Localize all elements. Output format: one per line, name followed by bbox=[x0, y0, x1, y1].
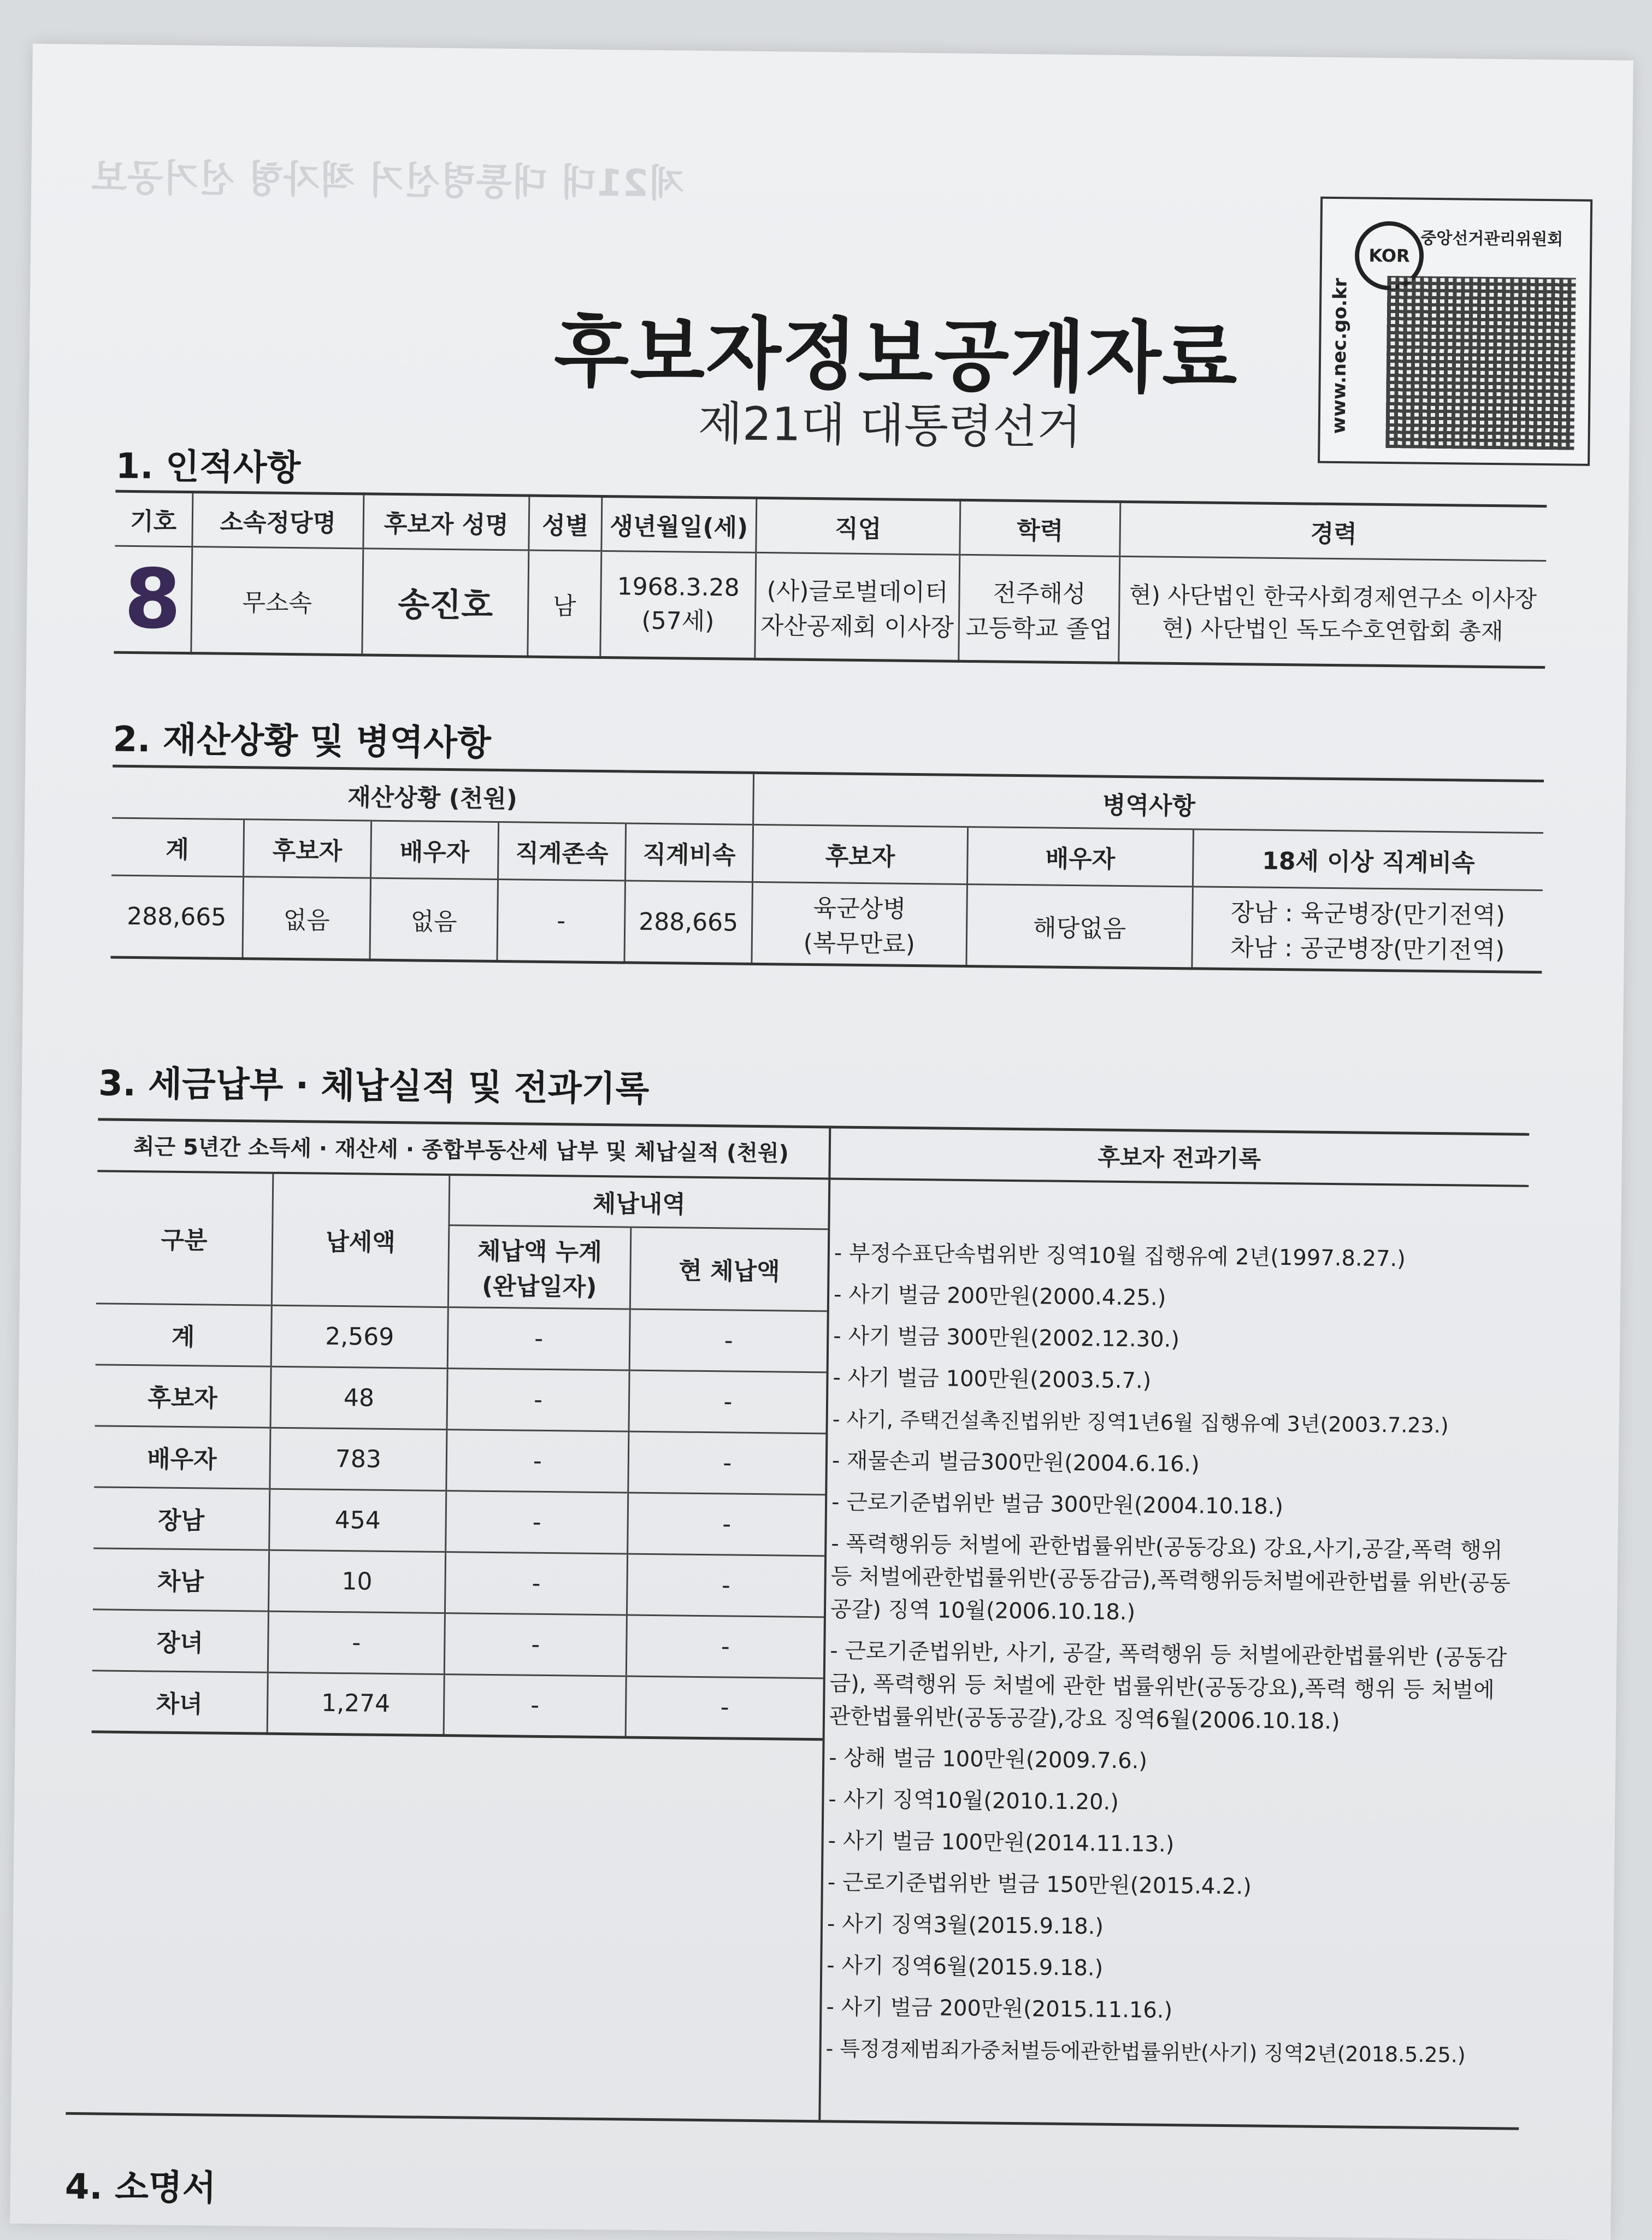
arrears-cum-line-1: 체납액 누계 bbox=[477, 1237, 603, 1267]
tax-row-cur: - bbox=[627, 1554, 824, 1617]
candidate-party: 무소속 bbox=[191, 547, 363, 655]
tax-row-paid: 2,569 bbox=[271, 1305, 448, 1368]
list-item: - 사기 징역6월(2015.9.18.) bbox=[827, 1953, 1104, 1981]
tax-row-cur: - bbox=[629, 1309, 827, 1372]
tax-row-cum: - bbox=[445, 1552, 627, 1614]
header-gender: 성별 bbox=[529, 496, 602, 551]
crime-title: 후보자 전과기록 bbox=[1098, 1143, 1261, 1172]
arrears-cum-line-2: (완납일자) bbox=[481, 1272, 597, 1301]
tax-row-cum: - bbox=[444, 1613, 627, 1676]
header-education: 학력 bbox=[960, 500, 1120, 556]
tax-row-paid: - bbox=[268, 1611, 445, 1674]
mil-candidate-line-2: (복무만료) bbox=[803, 929, 916, 959]
tax-row-paid: 48 bbox=[270, 1366, 447, 1429]
tax-row-cum: - bbox=[444, 1674, 626, 1737]
tax-row-paid: 454 bbox=[269, 1489, 446, 1552]
personal-info-table bbox=[114, 490, 1547, 669]
mil-header-candidate: 후보자 bbox=[753, 824, 968, 884]
list-item: - 사기 징역3월(2015.9.18.) bbox=[827, 1911, 1104, 1940]
prop-header-spouse: 배우자 bbox=[371, 821, 499, 879]
candidate-number: 8 bbox=[114, 546, 192, 653]
list-item: - 근로기준법위반 벌금 300만원(2004.10.18.) bbox=[831, 1489, 1284, 1520]
prop-header-ascendant: 직계존속 bbox=[498, 822, 626, 881]
prop-ascendant: - bbox=[497, 880, 626, 963]
list-item: - 재물손괴 벌금300만원(2004.6.16.) bbox=[831, 1448, 1200, 1477]
document-page bbox=[10, 44, 1633, 2240]
prop-total: 288,665 bbox=[110, 875, 243, 959]
tax-header-paid: 납세액 bbox=[272, 1174, 449, 1307]
candidate-birth bbox=[600, 551, 756, 659]
list-item: - 폭력행위등 처벌에 관한법률위반(공동강요) 강요,사기,공갈,폭력 행위 등 처벌에관한법률위반(공동감금),폭력행위등처벌에관한법률 위반(공동공갈) 징역 10월(2006.10.18.) bbox=[830, 1531, 1511, 1625]
candidate-job bbox=[755, 552, 960, 661]
list-item: - 사기 벌금 100만원(2003.5.7.) bbox=[833, 1365, 1152, 1394]
job-line-2: 자산공제회 이사장 bbox=[760, 611, 954, 642]
tax-row-label: 후보자 bbox=[95, 1364, 272, 1427]
crime-record-list bbox=[825, 1232, 1517, 2076]
table-row bbox=[92, 1670, 823, 1739]
job-line-1: (사)글로벌데이터 bbox=[766, 576, 948, 607]
birth-age: (57세) bbox=[641, 606, 715, 636]
edu-line-1: 전주해성 bbox=[993, 579, 1086, 608]
tax-row-cur: - bbox=[626, 1676, 823, 1740]
mil-child-line-2: 차남 : 공군병장(만기전역) bbox=[1230, 934, 1505, 965]
mil-candidate bbox=[752, 882, 967, 966]
list-item: - 상해 벌금 100만원(2009.7.6.) bbox=[828, 1745, 1148, 1774]
tax-row-paid: 10 bbox=[268, 1550, 445, 1613]
bleed-through-text: 제21대 대통령선거 책자형 선거공보 bbox=[91, 156, 685, 206]
mil-header-spouse: 배우자 bbox=[967, 827, 1193, 887]
list-item: - 사기 벌금 100만원(2014.11.13.) bbox=[828, 1828, 1175, 1858]
header-name: 후보자 성명 bbox=[363, 494, 529, 550]
section1-heading: 1. 인적사항 bbox=[115, 446, 301, 489]
military-title: 병역사항 bbox=[753, 773, 1544, 833]
section4-heading: 4. 소명서 bbox=[64, 2166, 216, 2209]
prop-spouse: 없음 bbox=[370, 878, 498, 961]
mil-header-child: 18세 이상 직계비속 bbox=[1193, 829, 1543, 891]
tax-row-label: 배우자 bbox=[94, 1425, 270, 1488]
table-row bbox=[95, 1364, 827, 1433]
tax-row-cum: - bbox=[446, 1490, 628, 1553]
tax-row-label: 차녀 bbox=[92, 1670, 268, 1733]
page-subtitle: 제21대 대통령선거 bbox=[698, 396, 1082, 455]
prop-header-candidate: 후보자 bbox=[244, 820, 371, 878]
prop-descendant: 288,665 bbox=[624, 881, 753, 964]
tax-row-label: 장남 bbox=[93, 1487, 270, 1549]
nec-stamp bbox=[1318, 197, 1592, 466]
header-career: 경력 bbox=[1120, 502, 1547, 561]
mil-child-line-1: 장남 : 육군병장(만기전역) bbox=[1230, 899, 1506, 930]
tax-row-cur: - bbox=[626, 1615, 824, 1678]
candidate-name: 송진호 bbox=[362, 549, 529, 657]
stamp-url: www.nec.go.kr bbox=[1328, 278, 1352, 434]
prop-header-descendant: 직계비속 bbox=[626, 823, 753, 882]
mil-candidate-line-1: 육군상병 bbox=[813, 894, 906, 923]
tax-row-paid: 783 bbox=[270, 1428, 447, 1490]
prop-candidate: 없음 bbox=[243, 877, 371, 960]
table-row bbox=[92, 1609, 824, 1678]
tax-table bbox=[92, 1172, 829, 1740]
candidate-gender: 남 bbox=[528, 550, 601, 657]
property-title: 재산상황 (천원) bbox=[112, 766, 753, 824]
tax-row-paid: 1,274 bbox=[267, 1672, 444, 1735]
list-item: - 사기 벌금 300만원(2002.12.30.) bbox=[833, 1323, 1180, 1353]
table-row bbox=[93, 1487, 825, 1555]
tax-header-arrears-cum bbox=[448, 1225, 631, 1308]
list-item: - 사기, 주택건설촉진법위반 징역1년6월 집행유예 3년(2003.7.23.) bbox=[832, 1407, 1449, 1438]
nec-logo: KOR bbox=[1354, 221, 1424, 290]
tax-header-current: 현 체납액 bbox=[630, 1227, 828, 1311]
tax-header-arrears: 체납내역 bbox=[449, 1176, 828, 1229]
tax-row-cur: - bbox=[628, 1431, 826, 1495]
section2-heading: 2. 재산상황 및 병역사항 bbox=[113, 719, 492, 764]
property-military-table bbox=[110, 765, 1544, 974]
mil-child bbox=[1192, 887, 1543, 972]
section3-heading: 3. 세금납부 · 체납실적 및 전과기록 bbox=[98, 1063, 650, 1110]
tax-row-cum: - bbox=[447, 1368, 629, 1431]
career-line-1: 현) 사단법인 한국사회경제연구소 이사장 bbox=[1129, 581, 1537, 612]
section3-bottom-rule bbox=[66, 2112, 1519, 2130]
tax-row-cur: - bbox=[629, 1370, 827, 1434]
header-birth: 생년월일(세) bbox=[601, 496, 757, 552]
birth-date: 1968.3.28 bbox=[617, 573, 740, 602]
prop-header-total: 계 bbox=[111, 818, 244, 877]
page-title: 후보자정보공개자료 bbox=[553, 307, 1239, 405]
list-item: - 근로기준법위반 벌금 150만원(2015.4.2.) bbox=[827, 1870, 1252, 1900]
candidate-education bbox=[959, 555, 1120, 663]
list-item: - 부정수표단속법위반 징역10월 집행유예 2년(1997.8.27.) bbox=[834, 1240, 1406, 1272]
tax-row-label: 차남 bbox=[93, 1548, 269, 1611]
candidate-career bbox=[1119, 556, 1546, 667]
header-party: 소속정당명 bbox=[192, 492, 364, 549]
table-row bbox=[94, 1425, 825, 1494]
table-row bbox=[96, 1303, 827, 1372]
list-item: - 근로기준법위반, 사기, 공갈, 폭력행위 등 처벌에관한법률위반 (공동감금), 폭력행위 등 처벌에 관한 법률위반(공동강요),폭력 행위 등 처벌에관한법률위반(공동공갈),강요 징역6월(2006.10.18.) bbox=[829, 1638, 1507, 1735]
list-item: - 특정경제범죄가중처벌등에관한법률위반(사기) 징역2년(2018.5.25.) bbox=[825, 2036, 1466, 2067]
tax-row-cur: - bbox=[628, 1493, 825, 1556]
career-line-2: 현) 사단법인 독도수호연합회 총재 bbox=[1161, 614, 1503, 645]
tax-row-label: 장녀 bbox=[92, 1609, 269, 1672]
mil-spouse: 해당없음 bbox=[966, 884, 1193, 968]
edu-line-2: 고등학교 졸업 bbox=[965, 614, 1113, 644]
header-job: 직업 bbox=[756, 498, 960, 555]
table-row bbox=[93, 1548, 824, 1617]
tax-row-cum: - bbox=[447, 1307, 630, 1370]
tax-header-category: 구분 bbox=[96, 1172, 273, 1305]
list-item: - 사기 벌금 200만원(2000.4.25.) bbox=[833, 1282, 1166, 1311]
tax-title: 최근 5년간 소득세 · 재산세 · 종합부동산세 납부 및 체납실적 (천원) bbox=[133, 1134, 789, 1166]
list-item: - 사기 징역10월(2010.1.20.) bbox=[828, 1787, 1119, 1815]
header-number: 기호 bbox=[115, 491, 193, 546]
qr-code-icon bbox=[1385, 276, 1576, 450]
tax-row-cum: - bbox=[446, 1429, 629, 1492]
tax-row-label: 계 bbox=[96, 1303, 272, 1366]
stamp-org-name: 중앙선거관리위원회 bbox=[1420, 228, 1564, 250]
list-item: - 사기 벌금 200만원(2015.11.16.) bbox=[826, 1994, 1173, 2024]
